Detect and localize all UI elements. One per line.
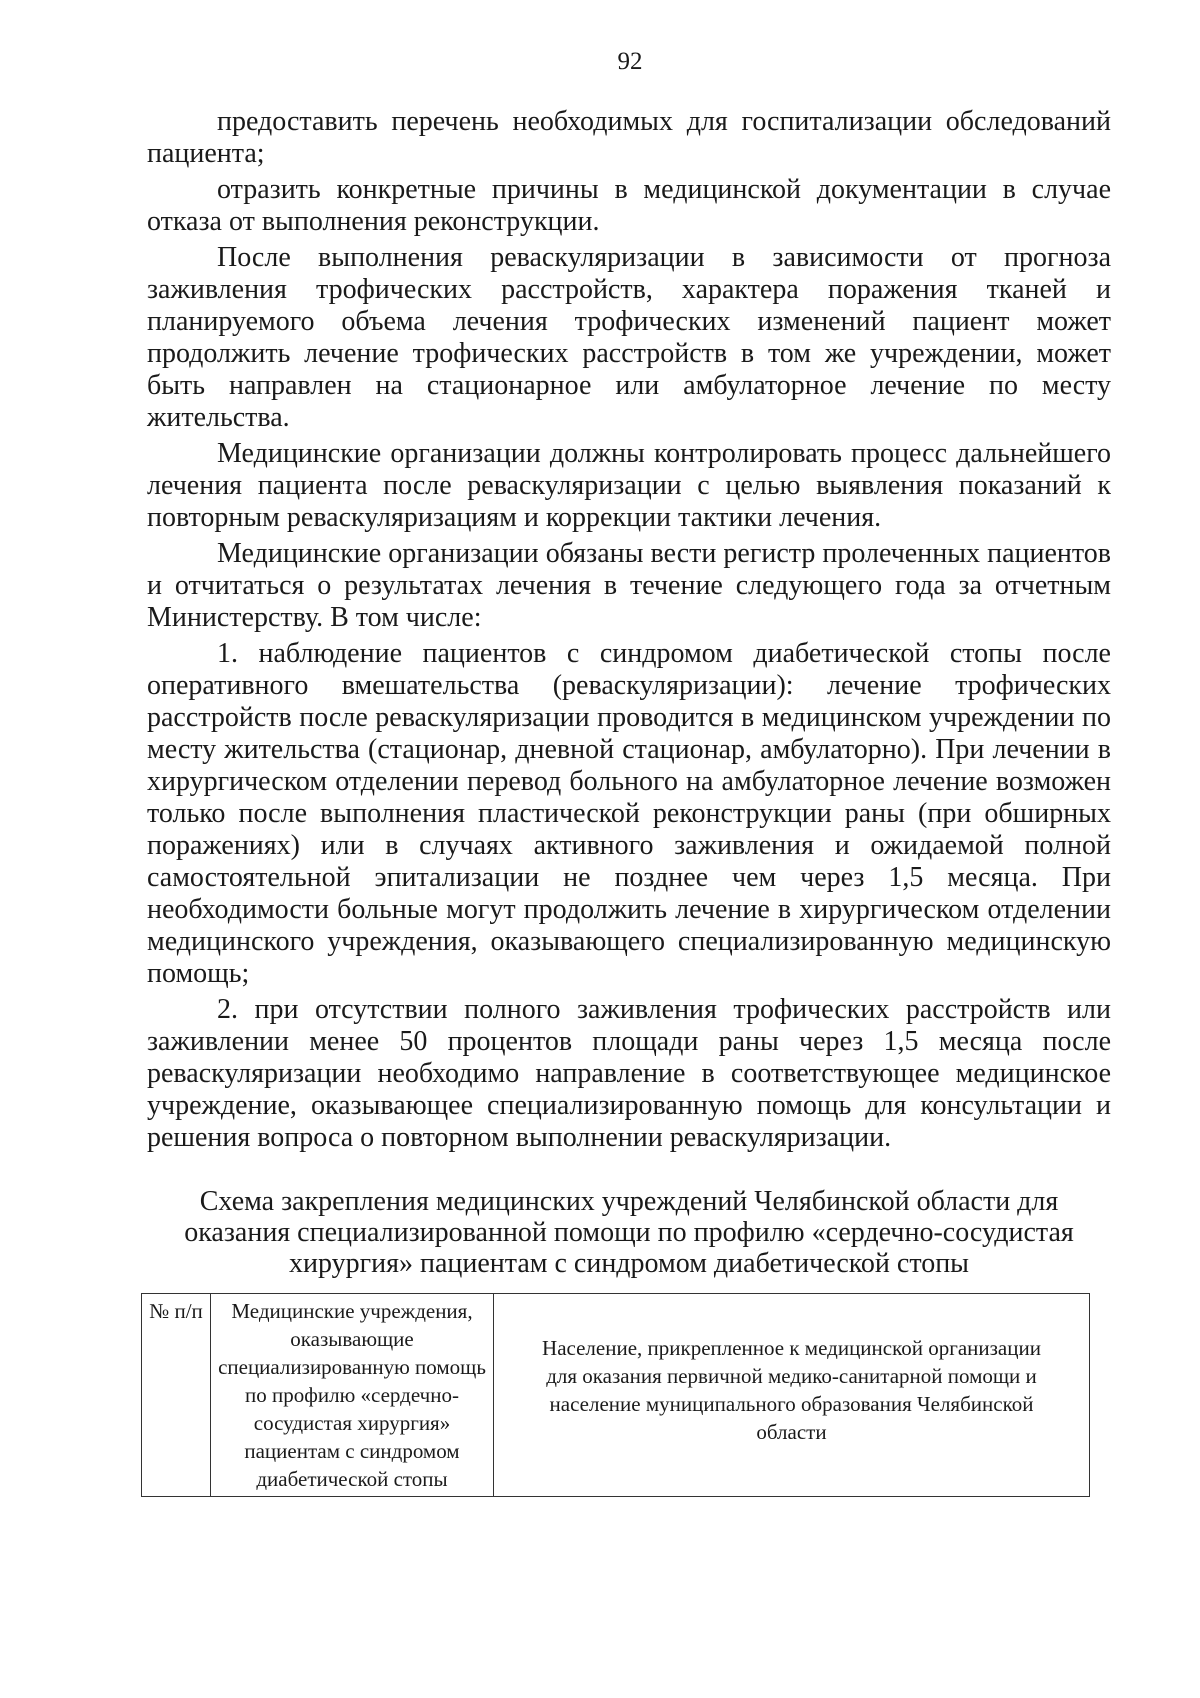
paragraph: Медицинские организации должны контролировать процесс дальнейшего лечения пациента после реваскуляризации с целью выявления показаний к повторным реваскуляризациям и коррекции тактики лечения. xyxy=(147,438,1111,533)
paragraph: После выполнения реваскуляризации в зависимости от прогноза заживления трофических расстройств, характера поражения тканей и планируемого объема лечения трофических изменений пациент может продолжить лечение трофических расстройств в том же учреждении, может быть направлен на стационарное или амбулаторное лечение по месту жительства. xyxy=(147,242,1111,433)
paragraph: Медицинские организации обязаны вести регистр пролеченных пациентов и отчитаться о результатах лечения в течение следующего года за отчетным Министерству. В том числе: xyxy=(147,538,1111,633)
paragraph: предоставить перечень необходимых для госпитализации обследований пациента; xyxy=(147,106,1111,169)
header-cell-number: № п/п xyxy=(142,1294,211,1497)
header-cell-institutions: Медицинские учреждения, оказывающие специализированную помощь по профилю «сердечно-сосудистая хирургия» пациентам с синдромом диабетической стопы xyxy=(211,1294,494,1497)
table-header-row xyxy=(142,1294,1090,1497)
paragraph: отразить конкретные причины в медицинской документации в случае отказа от выполнения реконструкции. xyxy=(147,174,1111,237)
table-caption: Схема закрепления медицинских учреждений Челябинской области для оказания специализированной помощи по профилю «сердечно-сосудистая хирургия» пациентам с синдромом диабетической стопы xyxy=(184,1186,1074,1279)
header-cell-population: Население, прикрепленное к медицинской организации для оказания первичной медико-санитарной помощи и население муниципального образования Челябинской области xyxy=(494,1294,1090,1497)
document-body xyxy=(147,106,1111,1158)
page-number: 92 xyxy=(617,48,643,75)
list-item-paragraph: 1. наблюдение пациентов с синдромом диабетической стопы после оперативного вмешательства (реваскуляризации): лечение трофических расстройств после реваскуляризации проводится в медицинском учреждении по месту жительства (стационар, дневной стационар, амбулаторно). При лечении в хирургическом отделении перевод больного на амбулаторное лечение возможен только после выполнения пластической реконструкции раны (при обширных поражениях) или в случаях активного заживления и ожидаемой полной самостоятельной эпитализации не позднее чем через 1,5 месяца. При необходимости больные могут продолжить лечение в хирургическом отделении медицинского учреждения, оказывающего специализированную медицинскую помощь; xyxy=(147,638,1111,989)
assignment-table xyxy=(141,1293,1090,1497)
list-item-paragraph: 2. при отсутствии полного заживления трофических расстройств или заживлении менее 50 процентов площади раны через 1,5 месяца после реваскуляризации необходимо направление в соответствующее медицинское учреждение, оказывающее специализированную помощь для консультации и решения вопроса о повторном выполнении реваскуляризации. xyxy=(147,994,1111,1153)
